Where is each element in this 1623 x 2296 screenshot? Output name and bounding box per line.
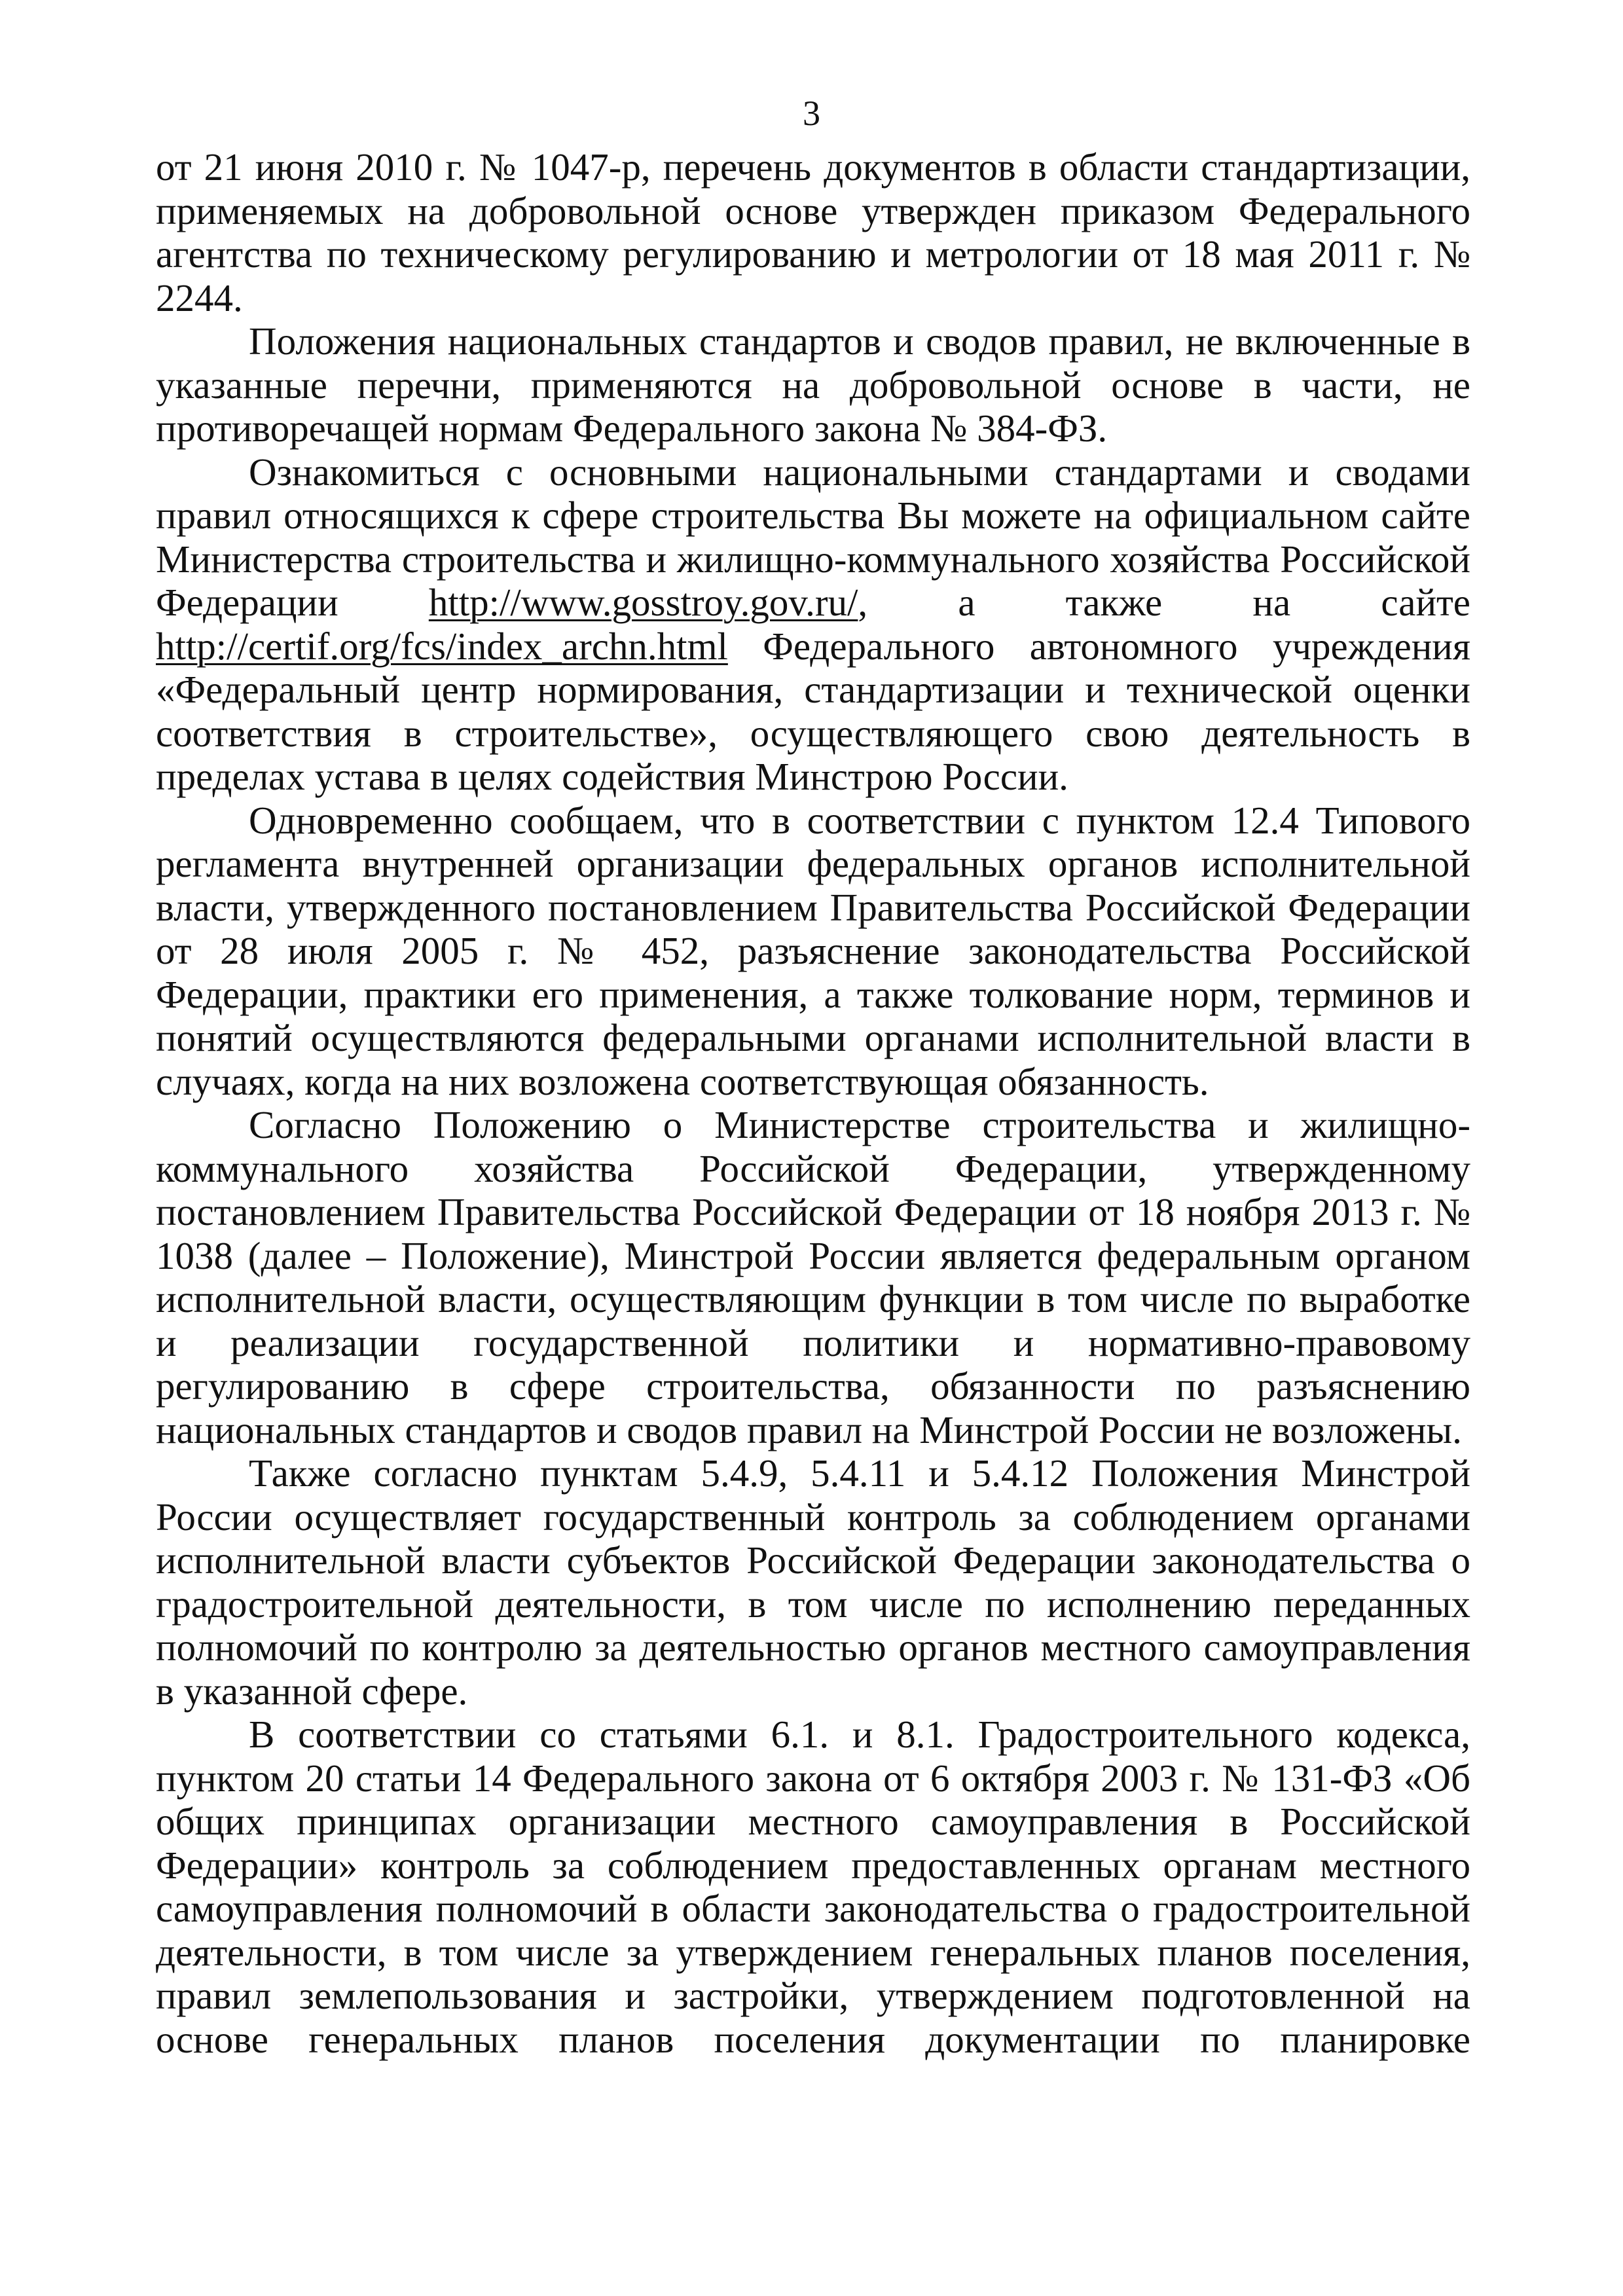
paragraph-official-sites — [156, 450, 1470, 799]
paragraph-text: , а также на сайте — [858, 581, 1470, 624]
paragraph-state-control: Также согласно пунктам 5.4.9, 5.4.11 и 5.4.12 Положения Минстрой России осуществляет государственный контроль за соблюдением органами исполнительной власти субъектов Российской Федерации законодательства о градостроительной деятельности, в том числе по исполнению переданных полномочий по контролю за деятельностью органов местного самоуправления в указанной сфере. — [156, 1451, 1470, 1713]
paragraph-typical-regulation: Одновременно сообщаем, что в соответствии с пунктом 12.4 Типового регламента внутренней организации федеральных органов исполнительной власти, утвержденного постановлением Правительства Российской Федерации от 28 июля 2005 г. № 452, разъяснение законодательства Российской Федерации, практики его применения, а также толкование норм, терминов и понятий осуществляются федеральными органами исполнительной власти в случаях, когда на них возложена соответствующая обязанность. — [156, 798, 1470, 1103]
document-body — [156, 145, 1470, 2061]
paragraph-continuation: от 21 июня 2010 г. № 1047-р, перечень документов в области стандартизации, применяемых на добровольной основе утвержден приказом Федерального агентства по техническому регулированию и метрологии от 18 мая 2011 г. № 2244. — [156, 145, 1470, 319]
paragraph-urban-planning-code: В соответствии со статьями 6.1. и 8.1. Градостроительного кодекса, пунктом 20 статьи 14 Федерального закона от 6 октября 2003 г. № 131-ФЗ «Об общих принципах организации местного самоуправления в Российской Федерации» контроль за соблюдением предоставленных органам местного самоуправления полномочий в области законодательства о градостроительной деятельности, в том числе за утверждением генеральных планов поселения, правил землепользования и застройки, утверждением подготовленной на основе генеральных планов поселения документации по планировке — [156, 1713, 1470, 2061]
certif-link[interactable]: http://certif.org/fcs/index_archn.html — [156, 624, 728, 668]
paragraph-national-standards: Положения национальных стандартов и сводов правил, не включенные в указанные перечни, применяются на добровольной основе в части, не противоречащей нормам Федерального закона № 384-ФЗ. — [156, 319, 1470, 450]
page-number: 3 — [803, 94, 820, 133]
paragraph-text: Федерального автономного учреждения «Федеральный центр нормирования, стандартизации и технической оценки соответствия в строительстве», осуществляющего свою деятельность в пределах устава в целях содействия Минстрою России. — [156, 624, 1470, 798]
paragraph-text: Ознакомиться с основными национальными стандартами и сводами правил относящихся к сфере строительства Вы можете на официальном сайте Министерства строительства и жилищно-коммунального хозяйства Российской Федерации — [156, 450, 1470, 624]
gosstroy-link[interactable]: http://www.gosstroy.gov.ru/ — [428, 581, 858, 624]
paragraph-ministry-regulation: Согласно Положению о Министерстве строительства и жилищно-коммунального хозяйства Российской Федерации, утвержденному постановлением Правительства Российской Федерации от 18 ноября 2013 г. № 1038 (далее – Положение), Минстрой России является федеральным органом исполнительной власти, осуществляющим функции в том числе по выработке и реализации государственной политики и нормативно-правовому регулированию в сфере строительства, обязанности по разъяснению национальных стандартов и сводов правил на Минстрой России не возложены. — [156, 1103, 1470, 1451]
